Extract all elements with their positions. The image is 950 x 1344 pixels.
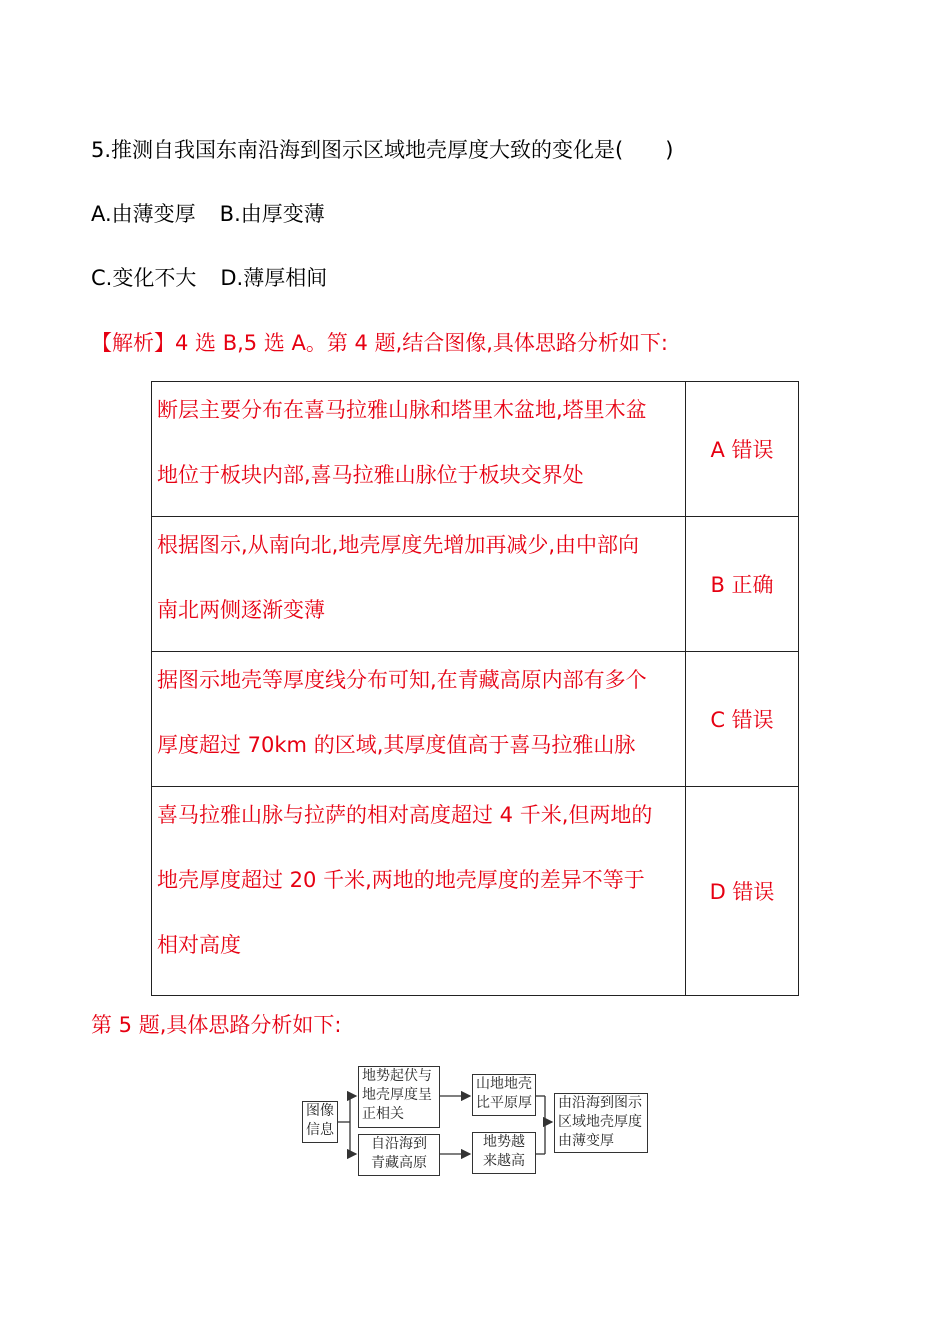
options-row-2: [91, 264, 327, 292]
verdict-cell: D 错误: [686, 787, 799, 996]
table-row: [152, 787, 799, 996]
option-b[interactable]: B.由厚变薄: [219, 202, 325, 226]
verdict-cell: A 错误: [686, 382, 799, 517]
terrain-rise-box: 地势越 来越高: [472, 1132, 536, 1174]
analysis-table: [151, 381, 799, 996]
option-a[interactable]: A.由薄变厚: [91, 202, 196, 226]
verdict-cell: B 正确: [686, 517, 799, 652]
table-row: [152, 382, 799, 517]
correlation-box: 地势起伏与 地壳厚度呈 正相关: [358, 1066, 440, 1128]
option-d[interactable]: D.薄厚相间: [220, 266, 328, 290]
table-row: [152, 652, 799, 787]
table-row: [152, 517, 799, 652]
reason-cell: 根据图示,从南向北,地壳厚度先增加再减少,由中部向 南北两侧逐渐变薄: [152, 517, 686, 652]
reason-cell: 喜马拉雅山脉与拉萨的相对高度超过 4 千米,但两地的 地壳厚度超过 20 千米,两地的地壳厚度的差异不等于 相对高度: [152, 787, 686, 996]
options-row-1: [91, 200, 325, 228]
flowchart: [300, 1066, 650, 1178]
q5-analysis-intro: 第 5 题,具体思路分析如下:: [91, 1013, 342, 1037]
verdict-cell: C 错误: [686, 652, 799, 787]
option-c[interactable]: C.变化不大: [91, 266, 197, 290]
reason-cell: 据图示地壳等厚度线分布可知,在青藏高原内部有多个 厚度超过 70km 的区域,其厚度值高于喜马拉雅山脉: [152, 652, 686, 787]
question-stem: 5.推测自我国东南沿海到图示区域地壳厚度大致的变化是( ): [91, 138, 674, 162]
mountain-crust-box: 山地地壳 比平原厚: [472, 1074, 536, 1116]
direction-box: 自沿海到 青藏高原: [358, 1134, 440, 1176]
source-box: 图像 信息: [302, 1101, 338, 1143]
analysis-intro: 【解析】4 选 B,5 选 A。第 4 题,结合图像,具体思路分析如下:: [91, 331, 669, 355]
reason-cell: 断层主要分布在喜马拉雅山脉和塔里木盆地,塔里木盆 地位于板块内部,喜马拉雅山脉位于板块交界处: [152, 382, 686, 517]
conclusion-box: 由沿海到图示 区域地壳厚度 由薄变厚: [554, 1093, 648, 1153]
